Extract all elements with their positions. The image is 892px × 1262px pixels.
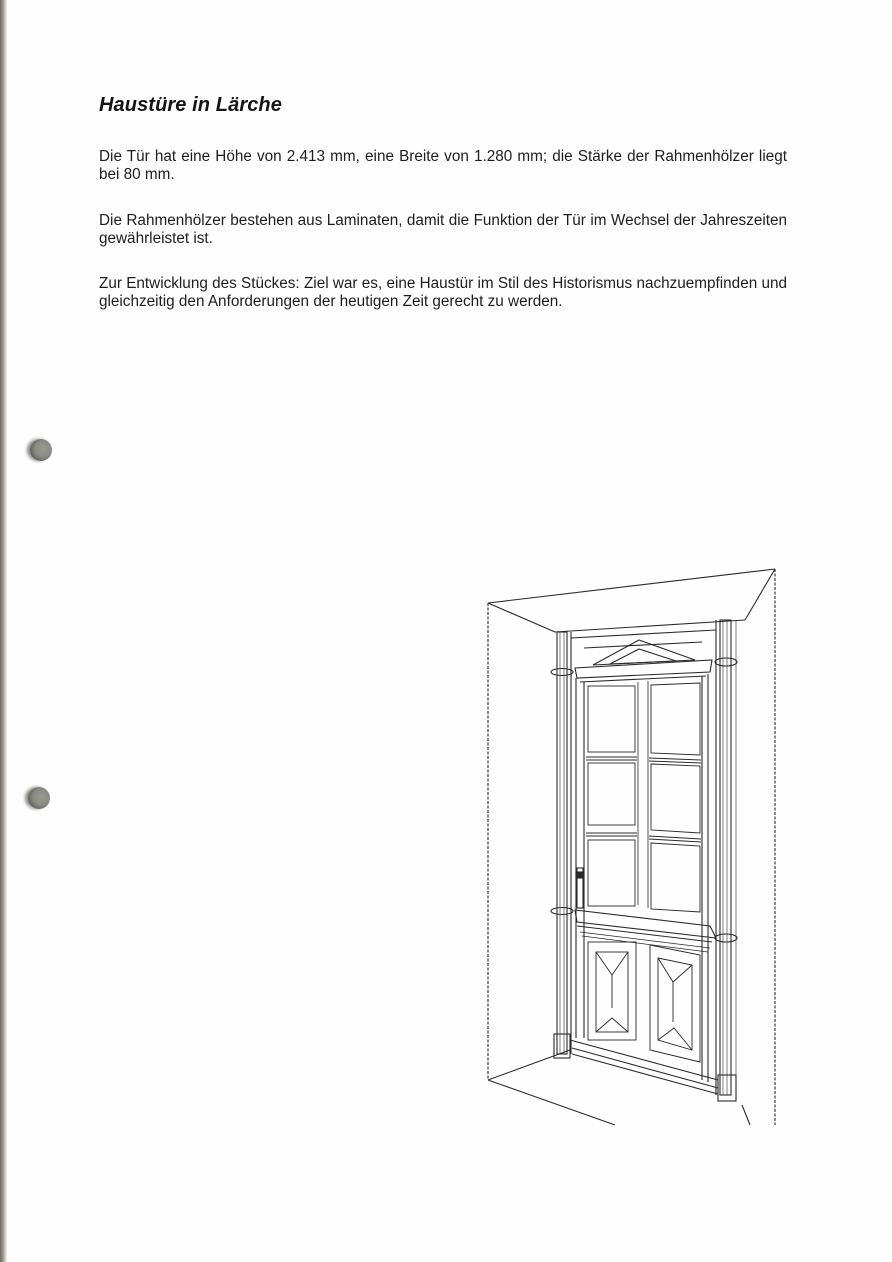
transom <box>571 630 716 682</box>
threshold <box>570 1040 718 1094</box>
glass-panes <box>586 683 701 912</box>
paragraph-dimensions: Die Tür hat eine Höhe von 2.413 mm, eine Breite von 1.280 mm; die Stärke der Rahmenhölzer liegt bei 80 mm. <box>99 148 787 183</box>
door-illustration <box>480 560 790 1140</box>
lower-panels <box>588 942 700 1062</box>
door-handle-icon <box>576 868 584 908</box>
paragraph-development: Zur Entwicklung des Stückes: Ziel war es, eine Haustür im Stil des Historismus nachzuempfinden und gleichzeitig den Anforderungen der heutigen Zeit gerecht zu werden. <box>99 275 787 310</box>
paragraph-materials: Die Rahmenhölzer bestehen aus Laminaten, damit die Funktion der Tür im Wechsel der Jahreszeiten gewährleistet ist. <box>99 212 787 247</box>
right-column <box>715 620 737 1101</box>
document-title: Haustüre in Lärche <box>99 94 282 116</box>
punch-hole-icon <box>30 439 52 461</box>
punch-hole-icon <box>28 787 50 809</box>
left-column <box>551 632 573 1058</box>
middle-cornice <box>575 910 716 952</box>
page-edge-shadow <box>0 0 7 1262</box>
